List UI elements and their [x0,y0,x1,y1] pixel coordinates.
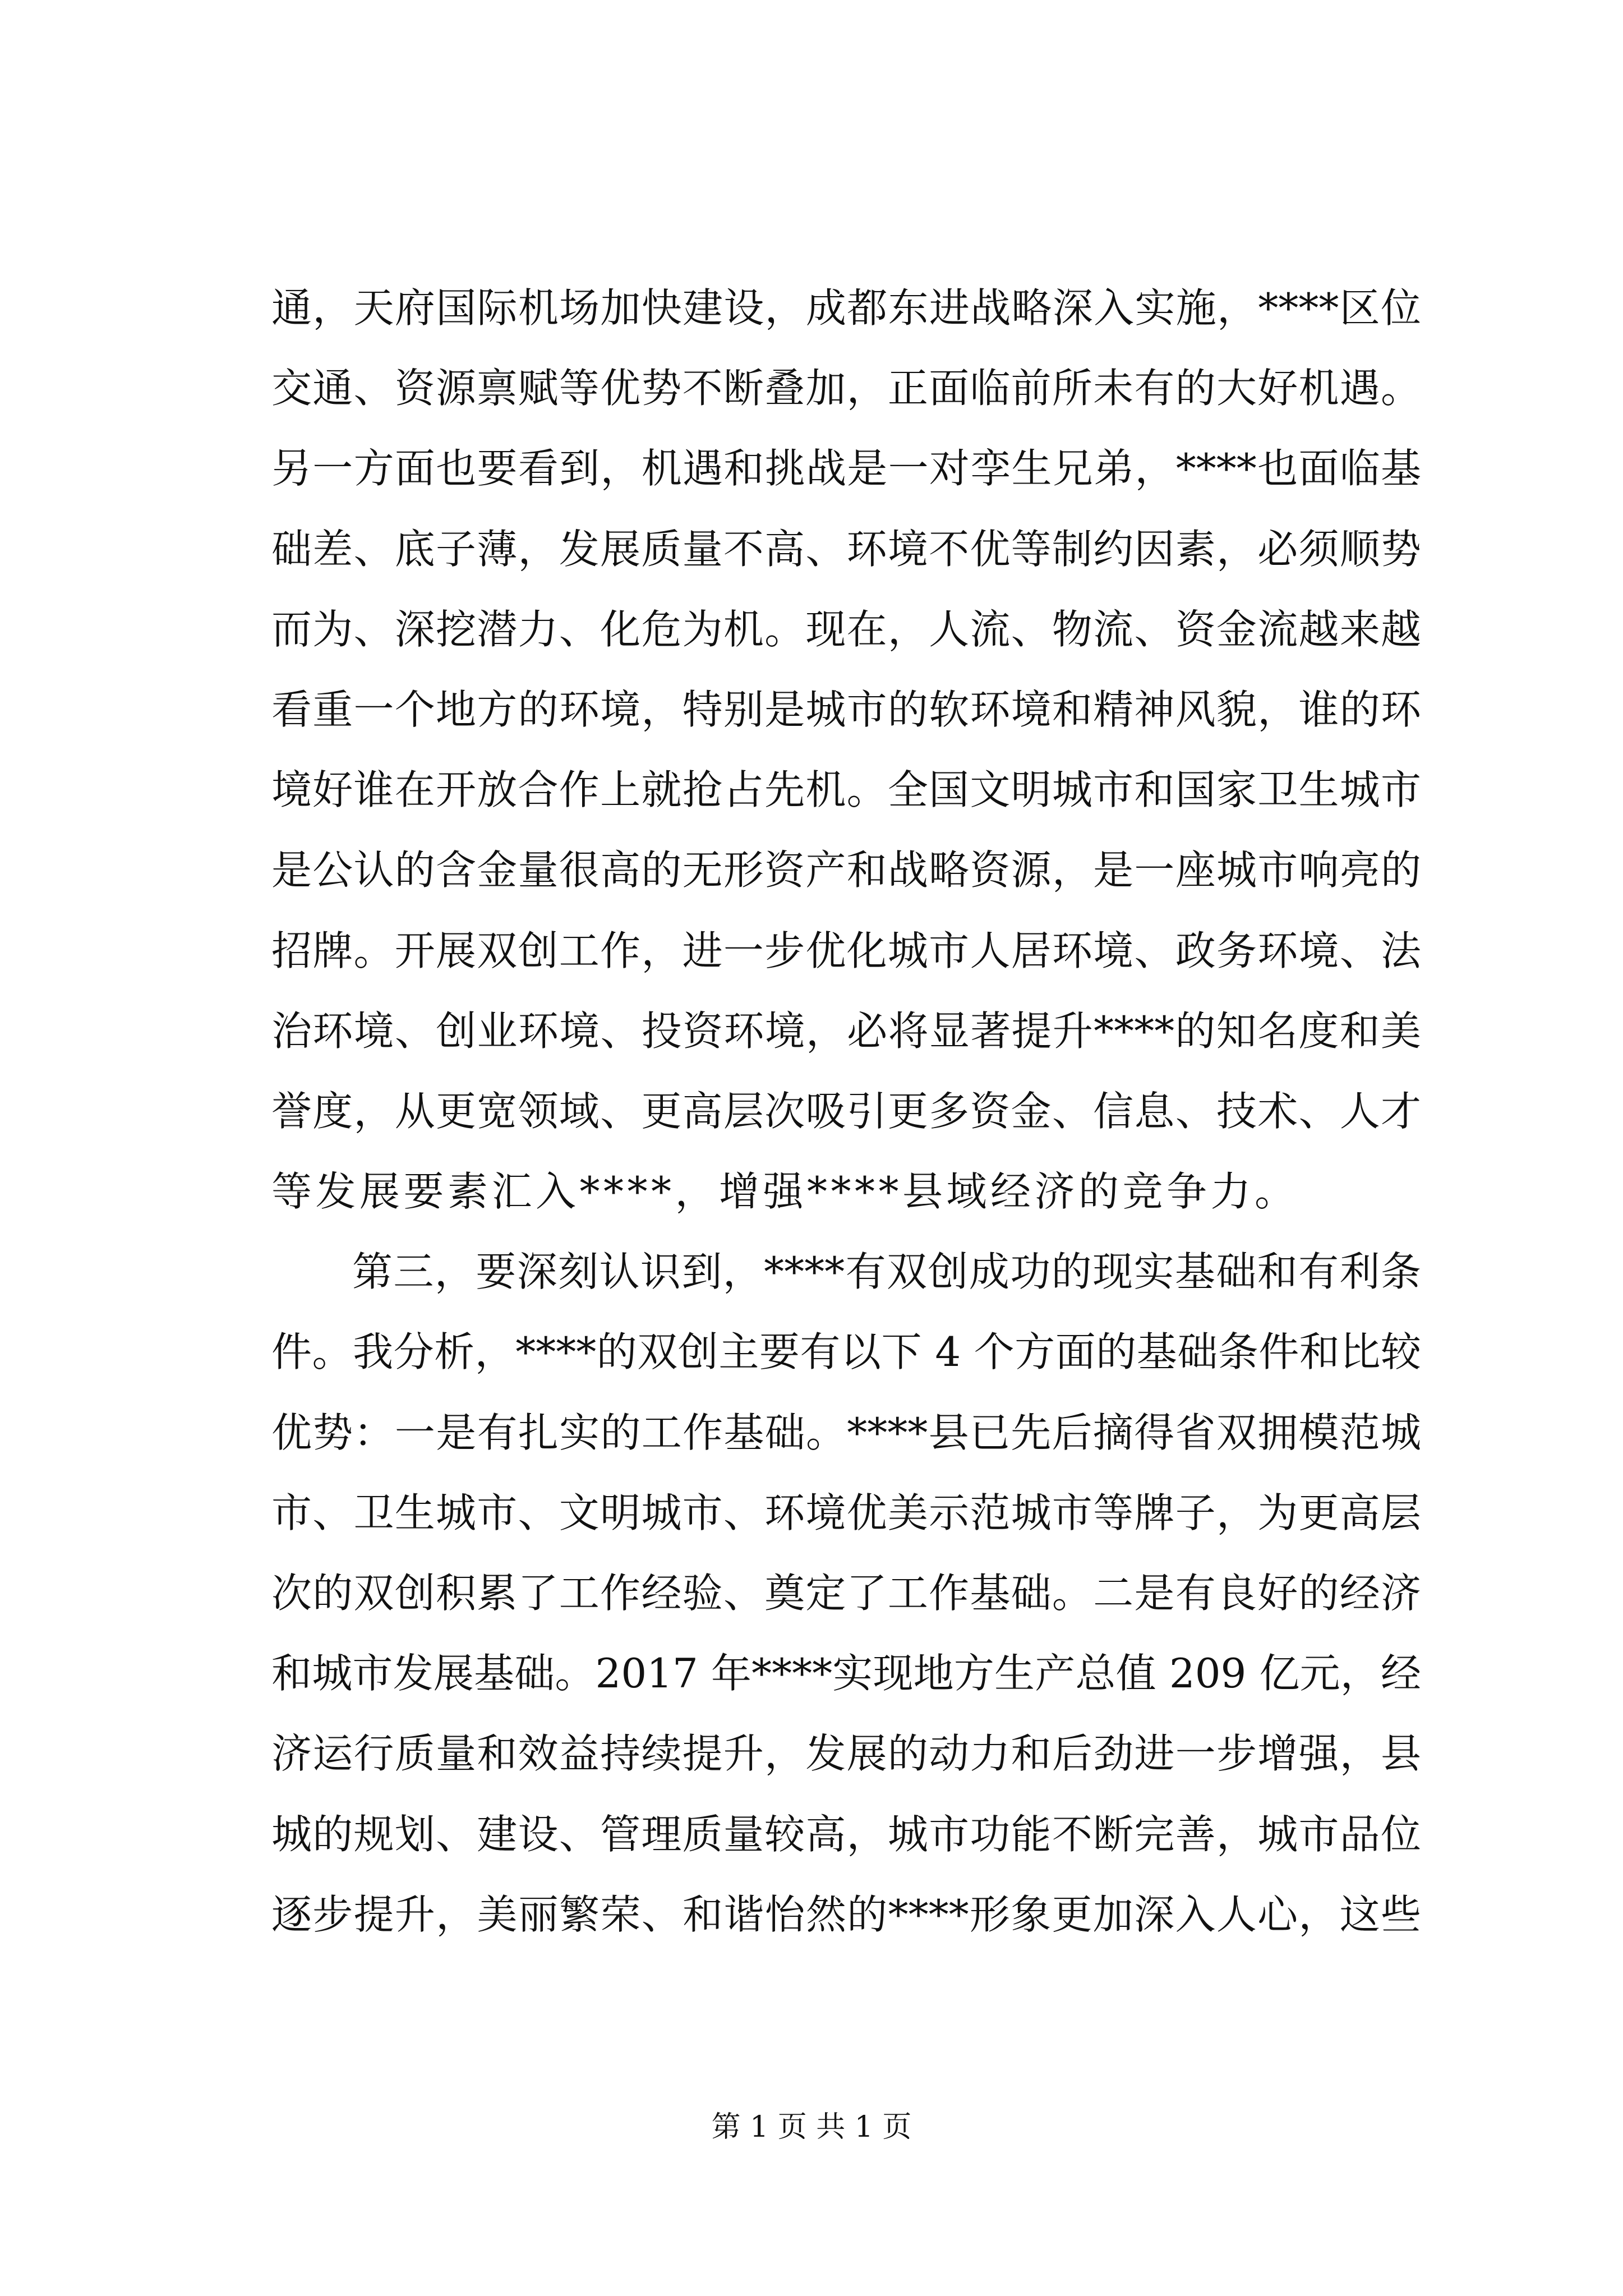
document-body [271,268,1421,1955]
paragraph-line: 次的双创积累了工作经验、奠定了工作基础。二是有良好的经济 [271,1570,1421,1617]
paragraph-line: 济运行质量和效益持续提升，发展的动力和后劲进一步增强，县 [271,1730,1421,1778]
paragraph-line: 市、卫生城市、文明城市、环境优美示范城市等牌子，为更高层 [271,1489,1421,1536]
paragraph-line: 城的规划、建设、管理质量较高，城市功能不断完善，城市品位 [271,1810,1421,1858]
paragraph-line: 另一方面也要看到，机遇和挑战是一对孪生兄弟，****也面临基 [271,445,1421,493]
paragraph-line: 第三，要深刻认识到，****有双创成功的现实基础和有利条 [352,1248,1421,1296]
paragraph-line: 招牌。开展双创工作，进一步优化城市人居环境、政务环境、法 [271,927,1421,974]
paragraph-line: 交通、资源禀赋等优势不断叠加，正面临前所未有的大好机遇。 [271,365,1421,412]
paragraph-line: 通，天府国际机场加快建设，成都东进战略深入实施，****区位 [271,284,1421,332]
paragraph-line: 和城市发展基础。2017 年****实现地方生产总值 209 亿元，经 [271,1650,1421,1697]
paragraph-line: 逐步提升，美丽繁荣、和谐怡然的****形象更加深入人心，这些 [271,1890,1421,1938]
page-footer: 第 1 页 共 1 页 [711,2110,912,2144]
paragraph-line: 础差、底子薄，发展质量不高、环境不优等制约因素，必须顺势 [271,525,1421,573]
paragraph-line: 而为、深挖潜力、化危为机。现在，人流、物流、资金流越来越 [271,605,1421,653]
paragraph-1 [271,268,1421,1232]
paragraph-line: 誉度，从更宽领域、更高层次吸引更多资金、信息、技术、人才 [271,1087,1421,1135]
paragraph-line: 件。我分析，****的双创主要有以下 4 个方面的基础条件和比较 [271,1328,1421,1376]
paragraph-line: 境好谁在开放合作上就抢占先机。全国文明城市和国家卫生城市 [271,766,1421,814]
paragraph-line: 优势：一是有扎实的工作基础。****县已先后摘得省双拥模范城 [271,1409,1421,1456]
paragraph-line: 是公认的含金量很高的无形资产和战略资源，是一座城市响亮的 [271,846,1421,894]
paragraph-line: 看重一个地方的环境，特别是城市的软环境和精神风貌，谁的环 [271,685,1421,733]
paragraph-2 [271,1232,1421,1955]
paragraph-line: 治环境、创业环境、投资环境，必将显著提升****的知名度和美 [271,1007,1421,1055]
paragraph-line: 等发展要素汇入****，增强****县域经济的竞争力。 [271,1168,1299,1216]
